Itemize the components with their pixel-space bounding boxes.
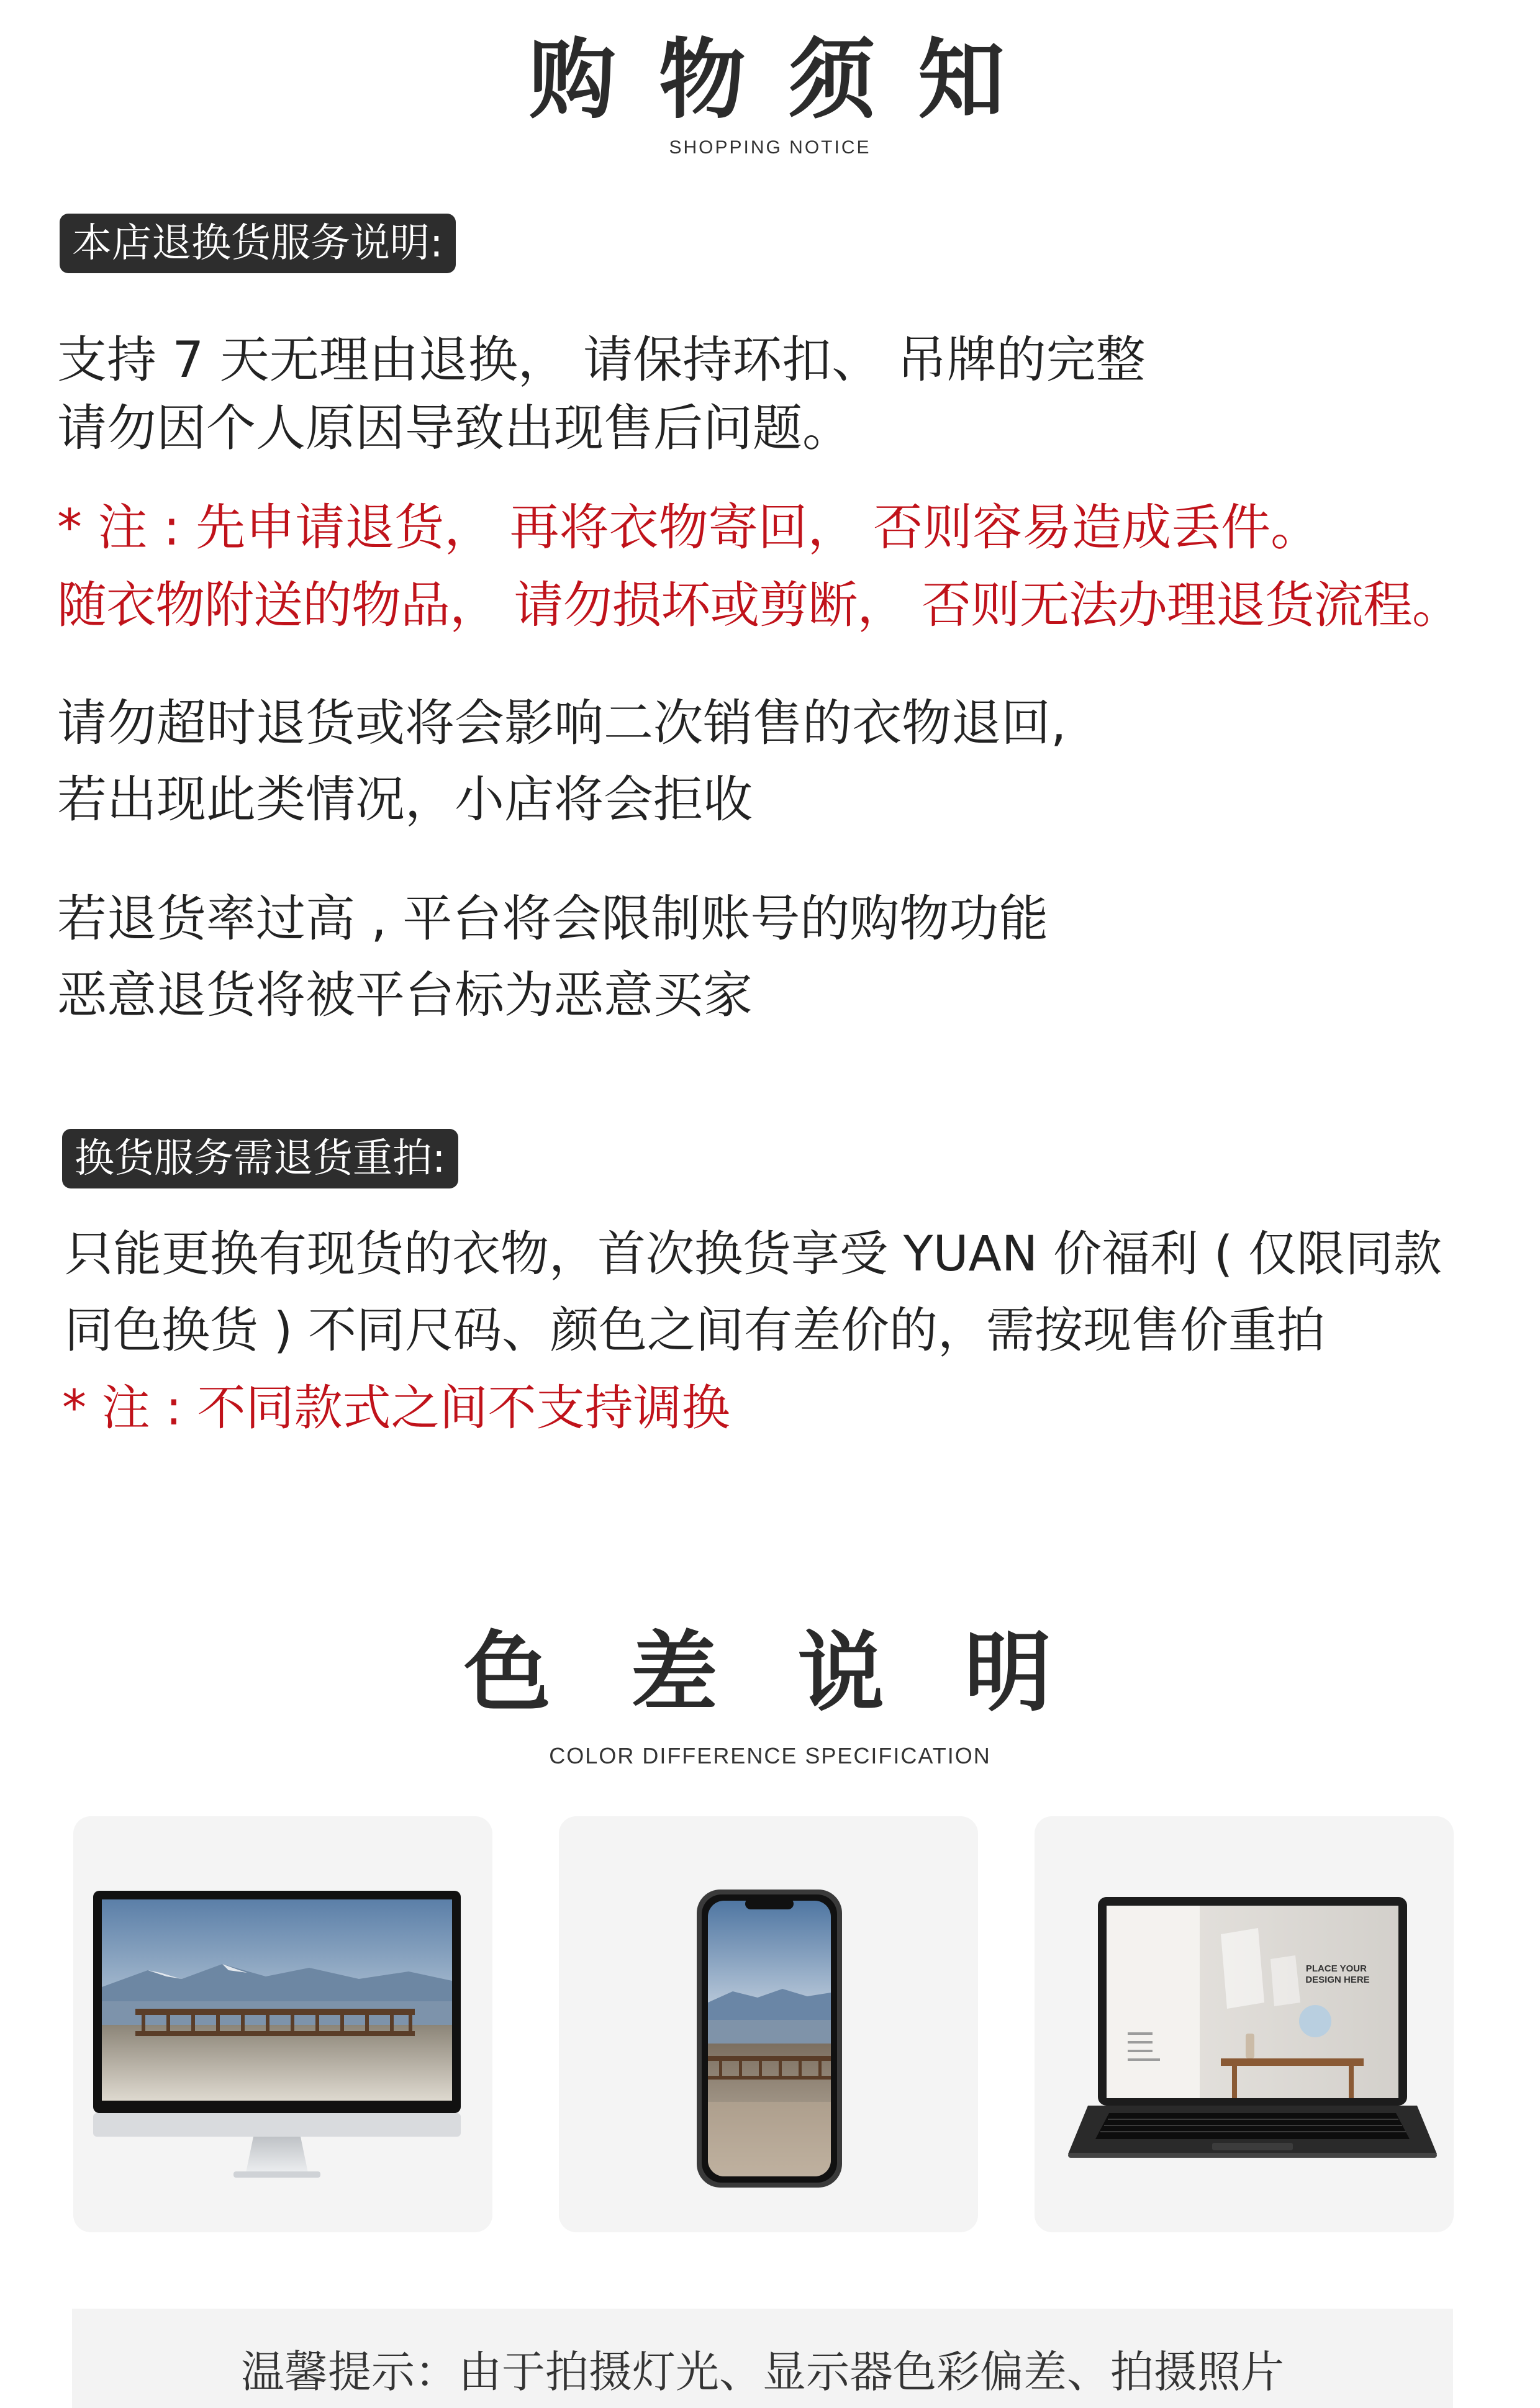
laptop-card — [1035, 1816, 1454, 2232]
exchange-line-1: 只能更换有现货的衣物，首次换货享受 YUAN 价福利 ( 仅限同款 — [65, 1226, 1443, 1282]
return-line-1: 支持 7 天无理由退换， 请保持环扣、 吊牌的完整 — [57, 331, 1146, 389]
color-subtitle: COLOR DIFFERENCE SPECIFICATION — [549, 1743, 991, 1768]
return-policy-label: 本店退换货服务说明: — [60, 214, 456, 273]
color-tip-text: 温馨提示：由于拍摄灯光、显示器色彩偏差、拍摄照片 — [241, 2347, 1284, 2397]
notice-subtitle: SHOPPING NOTICE — [669, 137, 871, 158]
phone-illustration — [559, 1816, 978, 2232]
exchange-line-2: 同色换货 ) 不同尺码、颜色之间有差价的，需按现售价重拍 — [65, 1303, 1326, 1359]
laptop-screen-text: PLACE YOUR DESIGN HERE — [1305, 1963, 1370, 1985]
return-note-2: 随衣物附送的物品， 请勿损坏或剪断， 否则无法办理退货流程。 — [57, 576, 1461, 634]
monitor-card — [73, 1816, 492, 2232]
laptop-illustration — [1035, 1816, 1454, 2232]
monitor-illustration — [73, 1816, 492, 2232]
exchange-policy-label: 换货服务需退货重拍: — [62, 1129, 458, 1188]
return-rate-line-1: 若退货率过高 , 平台将会限制账号的购物功能 — [57, 890, 1049, 948]
late-return-line-2: 若出现此类情况，小店将会拒收 — [57, 771, 753, 828]
return-rate-line-2: 恶意退货将被平台标为恶意买家 — [57, 966, 753, 1024]
phone-card — [559, 1816, 978, 2232]
notice-title: 购 物 须 知 — [528, 30, 1012, 131]
color-title: 色 差 说 明 — [463, 1623, 1077, 1724]
return-line-2: 请勿因个人原因导致出现售后问题。 — [57, 399, 852, 457]
return-note-1: * 注 : 先申请退货， 再将衣物寄回， 否则容易造成丢件。 — [57, 499, 1321, 556]
color-tip-bar — [72, 2309, 1453, 2408]
late-return-line-1: 请勿超时退货或将会影响二次销售的衣物退回, — [57, 694, 1067, 752]
exchange-note: * 注 : 不同款式之间不支持调换 — [62, 1380, 730, 1436]
